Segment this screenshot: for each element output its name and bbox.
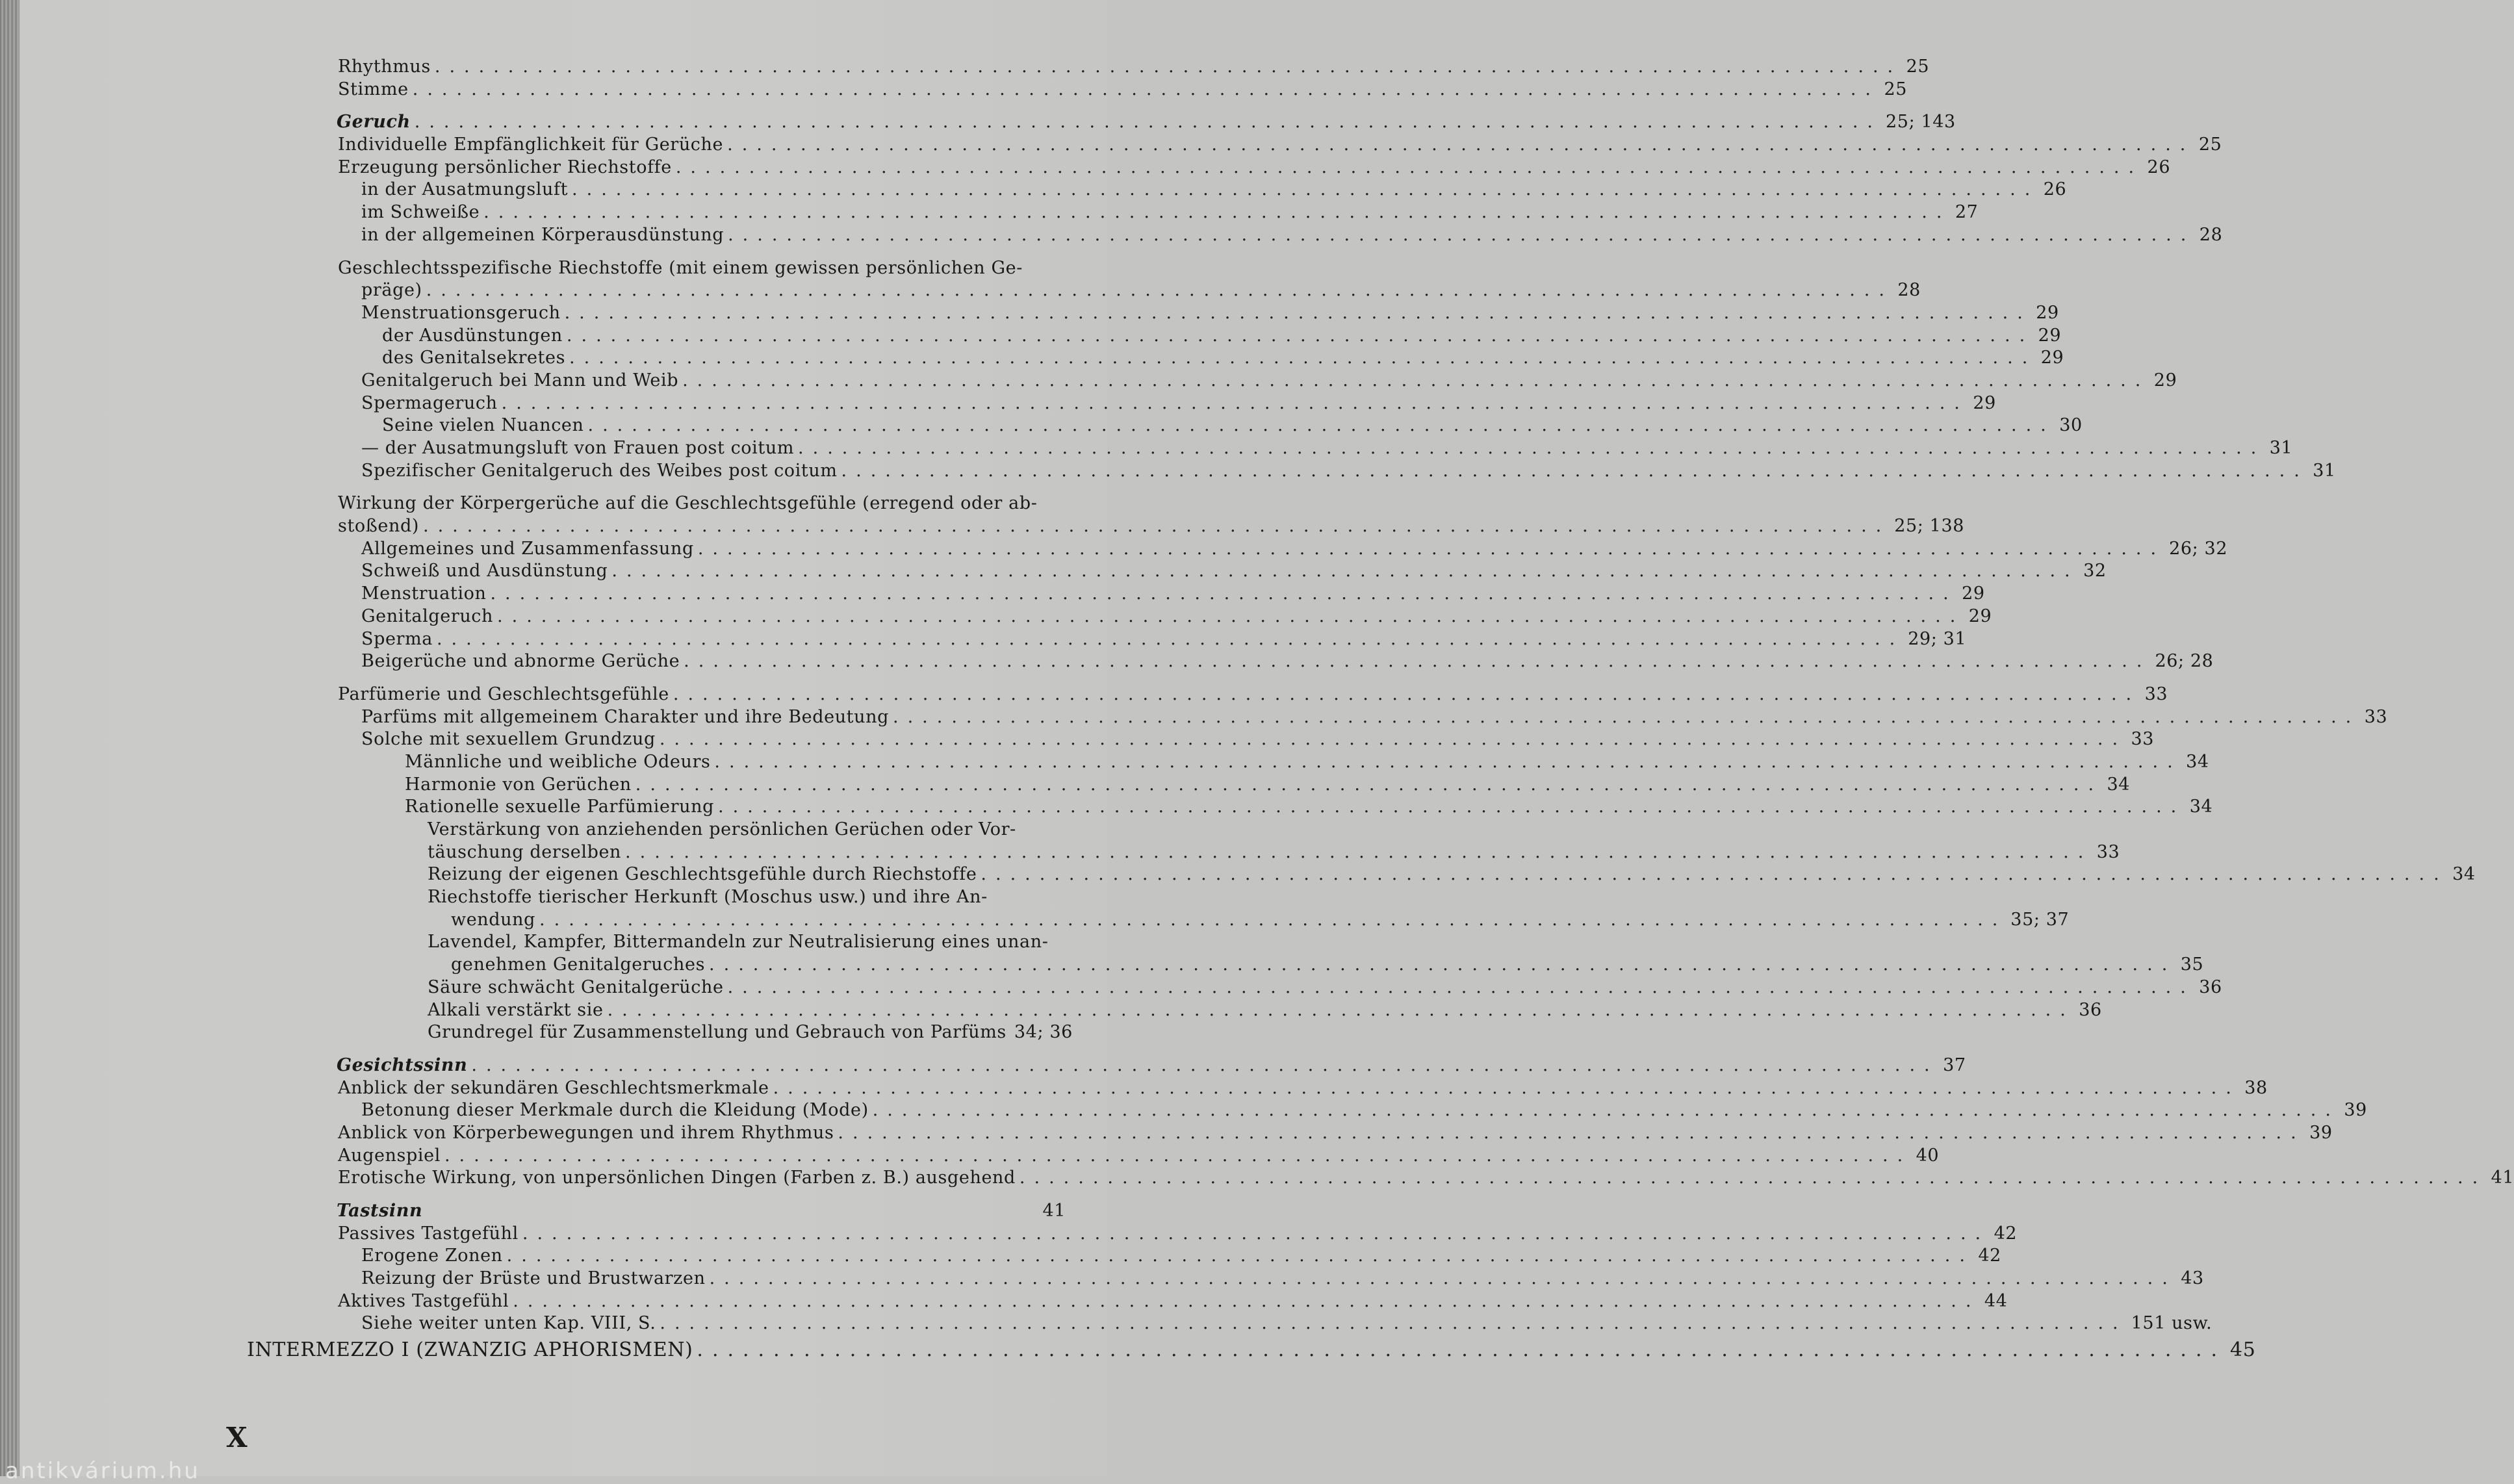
toc-page-number: 41 — [1042, 1201, 1066, 1221]
toc-page-number: 35; 37 — [2010, 909, 2070, 930]
toc-entry-multiline — [247, 819, 1066, 841]
toc-page-number: 34; 36 — [1014, 1022, 1073, 1043]
toc-entry — [247, 56, 1930, 79]
toc-page-number: 25 — [1884, 79, 1908, 99]
toc-entry-text: Stimme — [338, 79, 409, 99]
toc-entry — [247, 1145, 1940, 1168]
toc-leader-dots: .................................................................................................... — [709, 954, 2177, 975]
toc-leader-dots: .................................................................................................... — [522, 1223, 1990, 1244]
toc-entry-multiline — [247, 493, 1066, 515]
toc-entry — [247, 1099, 2367, 1122]
toc-page-number: 26 — [2147, 157, 2171, 177]
toc-entry — [247, 538, 2228, 561]
toc-chapter-entry — [247, 1338, 2256, 1362]
toc-page-number: 39 — [2309, 1122, 2333, 1143]
toc-page-number: 32 — [2083, 561, 2107, 582]
toc-leader-dots: .................................................................................................... — [490, 583, 1958, 604]
toc-leader-dots: .................................................................................................... — [444, 1145, 1912, 1166]
toc-page-number: 151 usw. — [2131, 1313, 2213, 1334]
toc-entry — [247, 1122, 2333, 1145]
toc-entry — [247, 325, 2062, 348]
toc-entry-text: Menstruationsgeruch — [361, 302, 561, 323]
toc-entry-text: Männliche und weibliche Odeurs — [405, 751, 711, 772]
toc-entry-text: Erogene Zonen — [361, 1246, 503, 1266]
toc-section-heading — [247, 111, 1956, 134]
toc-leader-dots: .................................................................................................... — [717, 797, 2186, 817]
toc-page-number: 42 — [1978, 1246, 2001, 1266]
toc-leader-dots: .................................................................................................... — [773, 1077, 2240, 1098]
toc-entry-text: Grundregel für Zusammenstellung und Gebrauch von Parfüms — [428, 1022, 1007, 1043]
toc-page-number: 27 — [1955, 202, 1979, 223]
toc-entry — [247, 302, 2059, 325]
page-number-roman: X — [226, 1422, 248, 1453]
toc-page-number: 25; 143 — [1886, 112, 1956, 133]
toc-entry-text: INTERMEZZO I (ZWANZIG APHORISMEN) — [247, 1338, 693, 1362]
toc-entry-text: genehmen Genitalgeruches — [451, 954, 706, 975]
toc-page-number: 34 — [2186, 751, 2209, 772]
toc-leader-dots: .................................................................................................... — [798, 438, 2266, 458]
toc-leader-dots: .................................................................................................... — [635, 774, 2103, 795]
toc-entry-text: Sperma — [361, 628, 433, 649]
toc-leader-dots: .................................................................................................... — [572, 179, 2040, 200]
toc-page-number: 36 — [2199, 977, 2222, 997]
toc-entry-text: Tastsinn — [337, 1201, 423, 1221]
toc-entry-text: Erzeugung persönlicher Riechstoffe — [338, 157, 672, 177]
toc-entry-continuation — [247, 954, 2204, 977]
toc-entry-text: Reizung der eigenen Geschlechtsgefühle durch Riechstoffe — [428, 864, 977, 885]
toc-leader-dots: .................................................................................................... — [426, 280, 1893, 301]
toc-entry-text: der Ausdünstungen — [382, 325, 563, 346]
toc-page-number: 26; 28 — [2155, 651, 2214, 672]
toc-entry — [247, 684, 2168, 706]
toc-entry-text: Seine vielen Nuancen — [382, 415, 584, 436]
toc-entry — [247, 134, 2222, 157]
toc-entry — [247, 201, 1979, 224]
toc-entry-text: Rhythmus — [338, 57, 431, 77]
toc-leader-dots: .................................................................................................... — [682, 370, 2150, 390]
toc-entry-text: Gesichtssinn — [337, 1055, 468, 1075]
toc-entry-text: täuschung derselben — [428, 841, 622, 862]
toc-leader-dots: .................................................................................................... — [414, 112, 1882, 133]
toc-entry — [247, 650, 2214, 673]
toc-page-number: 29 — [1973, 392, 1996, 413]
toc-page-number: 28 — [1897, 280, 1921, 301]
toc-entry-text: Beigerüche und abnorme Gerüche — [361, 651, 680, 672]
toc-entry — [247, 583, 1985, 606]
toc-entry — [247, 606, 1992, 628]
toc-page-number: 29; 31 — [1908, 628, 1967, 649]
toc-page-number: 34 — [2189, 797, 2213, 817]
toc-entry — [247, 1290, 2008, 1313]
toc-leader-dots: .................................................................................................... — [1019, 1168, 2487, 1188]
toc-entry-text: Individuelle Empfänglichkeit für Gerüche — [338, 134, 724, 155]
toc-entry — [247, 1021, 1073, 1044]
toc-entry-text: Allgemeines und Zusammenfassung — [361, 538, 694, 559]
toc-leader-dots: .................................................................................................... — [709, 1268, 2177, 1289]
toc-entry-text: Menstruation — [361, 583, 487, 604]
toc-leader-dots: .................................................................................................... — [422, 516, 1891, 537]
toc-page-number: 41 — [2491, 1168, 2514, 1188]
toc-page-number: 43 — [2181, 1268, 2204, 1289]
toc-page-number: 31 — [2313, 460, 2336, 481]
toc-entry-text: Alkali verstärkt sie — [428, 999, 604, 1020]
toc-entry — [247, 179, 2067, 201]
toc-page-number: 33 — [2364, 706, 2388, 727]
toc-leader-dots: .................................................................................................... — [564, 302, 2032, 323]
toc-entry — [247, 224, 2223, 247]
toc-page-number: 31 — [2269, 438, 2293, 458]
toc-entry — [247, 437, 2293, 460]
toc-entry — [247, 977, 2222, 999]
toc-page-number: 45 — [2230, 1338, 2256, 1362]
toc-entry-text: Solche mit sexuellem Grundzug — [361, 729, 656, 750]
toc-page-number: 25 — [2198, 134, 2222, 155]
toc-page-number: 40 — [1916, 1145, 1940, 1166]
toc-leader-dots: .................................................................................................... — [539, 909, 2007, 930]
toc-leader-dots: .................................................................................................... — [714, 751, 2182, 772]
toc-leader-dots: .................................................................................................... — [981, 864, 2448, 885]
toc-entry — [247, 460, 2336, 483]
toc-entry — [247, 392, 1996, 415]
toc-page-number: 26 — [2043, 179, 2067, 200]
toc-entry-text: Riechstoffe tierischer Herkunft (Moschus usw.) und ihre An- — [428, 887, 988, 908]
toc-entry-multiline — [247, 257, 1066, 280]
toc-entry-text: Geschlechtsspezifische Riechstoffe (mit einem gewissen persönlichen Ge- — [338, 257, 1023, 278]
toc-page-number: 38 — [2244, 1077, 2268, 1098]
toc-entry-text: Betonung dieser Merkmale durch die Kleidung (Mode) — [361, 1100, 869, 1121]
toc-page-number: 30 — [2059, 415, 2083, 436]
toc-entry — [247, 1245, 2001, 1268]
toc-page-number: 39 — [2344, 1100, 2367, 1121]
toc-leader-dots: .................................................................................................... — [497, 606, 1965, 626]
toc-entry-text: Genitalgeruch — [361, 606, 494, 626]
toc-leader-dots: .................................................................................................... — [513, 1290, 1981, 1311]
toc-leader-dots: .................................................................................................... — [728, 224, 2196, 245]
toc-leader-dots: .................................................................................................... — [841, 460, 2309, 481]
toc-entry-text: wendung — [451, 909, 536, 930]
toc-entry-text: in der allgemeinen Körperausdünstung — [361, 224, 725, 245]
toc-entry-text: Lavendel, Kampfer, Bittermandeln zur Neutralisierung eines unan- — [428, 932, 1049, 953]
toc-entry — [247, 1268, 2204, 1290]
toc-leader-dots: .................................................................................................... — [611, 561, 2079, 582]
toc-entry-continuation — [247, 279, 1921, 302]
toc-leader-dots: .................................................................................................... — [684, 651, 2151, 672]
toc-leader-dots: .................................................................................................... — [587, 415, 2055, 436]
toc-entry-text: Anblick der sekundären Geschlechtsmerkmale — [338, 1077, 769, 1098]
toc-entry — [247, 751, 2209, 774]
toc-entry — [247, 1312, 2213, 1335]
toc-entry-text: Säure schwächt Genitalgerüche — [428, 977, 724, 997]
toc-leader-dots: .................................................................................................... — [659, 729, 2127, 750]
toc-section-heading — [247, 1200, 1066, 1223]
toc-entry-text: Rationelle sexuelle Parfümierung — [405, 797, 714, 817]
toc-entry — [247, 999, 2102, 1022]
toc-entry-text: — der Ausatmungsluft von Frauen post coitum — [361, 438, 795, 458]
toc-entry-continuation — [247, 841, 2120, 864]
toc-entry-continuation — [247, 909, 2070, 932]
toc-section-heading — [247, 1055, 1966, 1077]
toc-page-number: 29 — [2036, 302, 2059, 323]
toc-page-number: 25 — [1906, 57, 1930, 77]
toc-page-number: 29 — [1962, 583, 1985, 604]
toc-leader-dots: .................................................................................................... — [697, 1338, 2227, 1362]
toc-page-number: 29 — [2040, 348, 2064, 368]
toc-entry-text: Spermageruch — [361, 392, 498, 413]
toc-entry-text: Siehe weiter unten Kap. VIII, S. — [361, 1313, 656, 1334]
toc-page-number: 34 — [2107, 774, 2131, 795]
toc-entry — [247, 628, 1967, 651]
toc-entry — [247, 1223, 2018, 1246]
toc-entry-continuation — [247, 515, 1965, 538]
toc-entry — [247, 157, 2171, 179]
toc-page-number: 44 — [1984, 1290, 2008, 1311]
toc-leader-dots: .................................................................................................... — [838, 1122, 2305, 1143]
toc-leader-dots: .................................................................................................... — [660, 1313, 2127, 1334]
toc-page-number: 34 — [2452, 864, 2476, 885]
toc-entry — [247, 706, 2388, 729]
toc-leader-dots: .................................................................................................... — [675, 157, 2144, 177]
toc-page-number: 25; 138 — [1894, 516, 1965, 537]
watermark-text: antikvárium.hu — [5, 1458, 200, 1484]
toc-page-number: 37 — [1943, 1055, 1966, 1075]
toc-entry — [247, 1077, 2268, 1100]
toc-leader-dots: .................................................................................................... — [483, 202, 1951, 223]
toc-leader-dots: .................................................................................................... — [436, 628, 1905, 649]
toc-entry-text: des Genitalsekretes — [382, 348, 566, 368]
toc-leader-dots: .................................................................................................... — [893, 706, 2361, 727]
toc-entry — [247, 728, 2155, 751]
toc-entry — [247, 774, 2131, 797]
toc-leader-dots: .................................................................................................... — [673, 684, 2141, 704]
toc-entry-text: im Schweiße — [361, 202, 480, 223]
toc-leader-dots: .................................................................................................... — [501, 392, 1969, 413]
toc-entry-text: Schweiß und Ausdünstung — [361, 561, 608, 582]
toc-leader-dots: .................................................................................................... — [569, 348, 2037, 368]
toc-entry — [247, 347, 2064, 370]
toc-page-number: 29 — [2153, 370, 2177, 390]
toc-page-number: 36 — [2079, 999, 2102, 1020]
toc-page-number: 33 — [2144, 684, 2168, 704]
toc-page-number: 29 — [2038, 325, 2062, 346]
toc-leader-dots: .................................................................................................... — [434, 57, 1903, 77]
toc-leader-dots: .................................................................................................... — [697, 538, 2166, 559]
toc-entry — [247, 79, 1908, 101]
toc-entry — [247, 370, 2177, 392]
toc-leader-dots: .................................................................................................... — [506, 1246, 1974, 1266]
toc-leader-dots: .................................................................................................... — [625, 841, 2093, 862]
toc-entry-text: Geruch — [337, 112, 411, 133]
toc-leader-dots: .................................................................................................... — [412, 79, 1880, 99]
toc-entry — [247, 796, 2213, 819]
toc-entry-text: Aktives Tastgefühl — [338, 1290, 509, 1311]
toc-entry-text: Harmonie von Gerüchen — [405, 774, 632, 795]
toc-page-number: 28 — [2199, 224, 2223, 245]
table-of-contents — [247, 56, 2514, 1362]
toc-entry-multiline — [247, 931, 1066, 954]
toc-entry-text: Spezifischer Genitalgeruch des Weibes post coitum — [361, 460, 838, 481]
toc-page-number: 29 — [1968, 606, 1992, 626]
toc-page-number: 35 — [2180, 954, 2204, 975]
book-binding-edge — [0, 0, 19, 1476]
toc-leader-dots: .................................................................................................... — [727, 134, 2195, 155]
toc-entry-text: Wirkung der Körpergerüche auf die Geschlechtsgefühle (erregend oder ab- — [338, 493, 1038, 514]
toc-entry-text: Augenspiel — [338, 1145, 441, 1166]
toc-entry-text: Erotische Wirkung, von unpersönlichen Dingen (Farben z. B.) ausgehend — [338, 1168, 1016, 1188]
toc-leader-dots: .................................................................................................... — [607, 999, 2075, 1020]
toc-entry-text: in der Ausatmungsluft — [361, 179, 569, 200]
toc-page-number: 33 — [2096, 841, 2120, 862]
toc-page-number: 26; 32 — [2169, 538, 2228, 559]
toc-entry-text: Anblick von Körperbewegungen und ihrem Rhythmus — [338, 1122, 834, 1143]
toc-entry — [247, 864, 2476, 886]
toc-page-number: 42 — [1994, 1223, 2018, 1244]
toc-entry-multiline — [247, 886, 1066, 909]
toc-entry-text: Passives Tastgefühl — [338, 1223, 519, 1244]
toc-entry-text: Reizung der Brüste und Brustwarzen — [361, 1268, 706, 1289]
toc-entry-text: präge) — [361, 280, 422, 301]
toc-entry-text: Parfüms mit allgemeinem Charakter und ihre Bedeutung — [361, 706, 889, 727]
toc-entry-text: Parfümerie und Geschlechtsgefühle — [338, 684, 669, 704]
toc-entry — [247, 560, 2107, 583]
toc-leader-dots: .................................................................................................... — [727, 977, 2195, 997]
toc-entry-text: Verstärkung von anziehenden persönlichen Gerüchen oder Vor- — [428, 819, 1016, 839]
toc-entry — [247, 1167, 2514, 1190]
toc-leader-dots: .................................................................................................... — [471, 1055, 1939, 1075]
toc-entry — [247, 415, 2083, 437]
toc-leader-dots: .................................................................................................... — [872, 1100, 2340, 1121]
toc-entry-text: Genitalgeruch bei Mann und Weib — [361, 370, 679, 390]
toc-entry-text: stoßend) — [338, 516, 419, 537]
toc-leader-dots: .................................................................................................... — [566, 325, 2034, 346]
toc-page-number: 33 — [2131, 729, 2155, 750]
